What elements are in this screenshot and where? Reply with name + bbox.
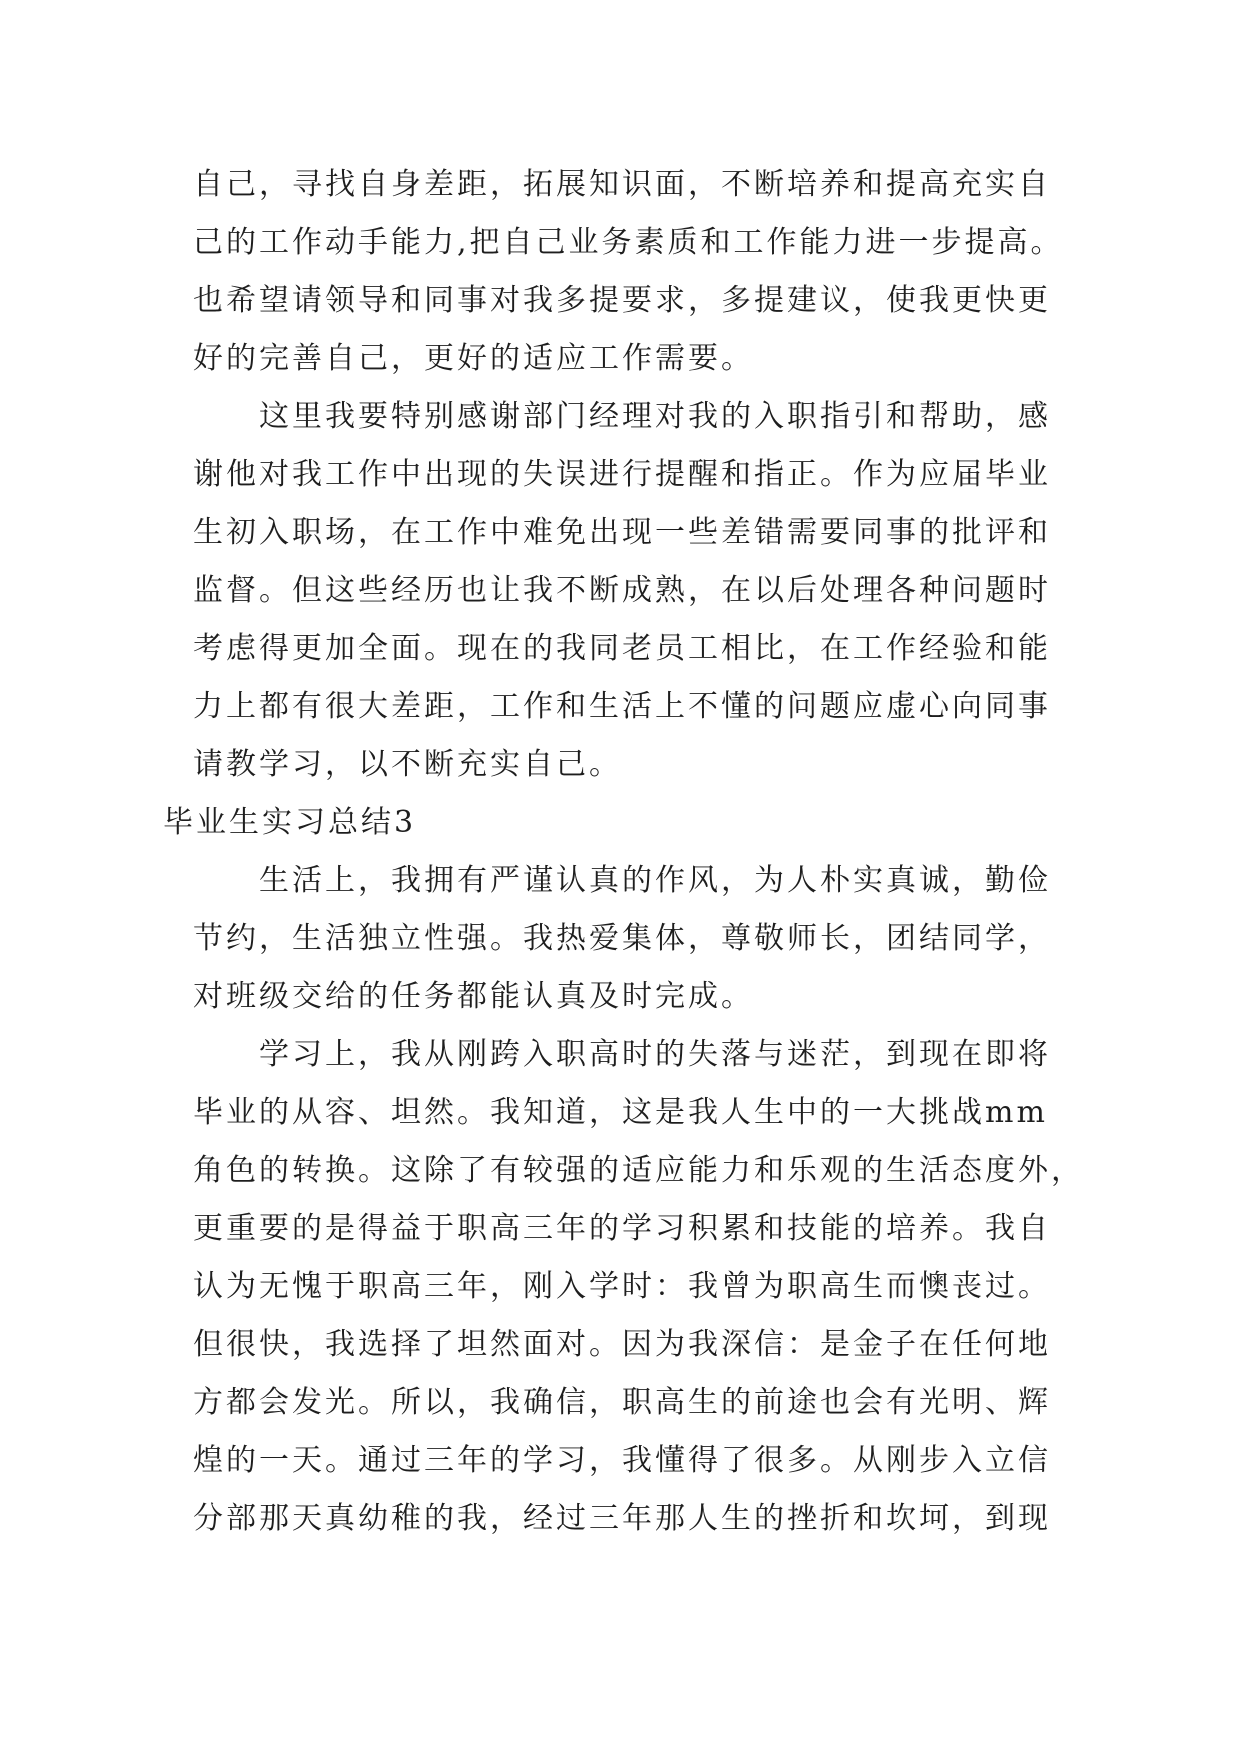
text-line: 角色的转换。这除了有较强的适应能力和乐观的生活态度外， [193, 1153, 1084, 1188]
text-line: 这里我要特别感谢部门经理对我的入职指引和帮助，感 [259, 399, 1051, 434]
text-line: 更重要的是得益于职高三年的学习积累和技能的培养。我自 [193, 1211, 1051, 1246]
text-line: 毕业的从容、坦然。我知道，这是我人生中的一大挑战mm [193, 1095, 1048, 1130]
text-line: 煌的一天。通过三年的学习，我懂得了很多。从刚步入立信 [193, 1443, 1051, 1478]
text-line: 考虑得更加全面。现在的我同老员工相比，在工作经验和能 [193, 631, 1051, 666]
section-heading: 毕业生实习总结3 [163, 805, 417, 840]
paragraph [193, 388, 1193, 794]
text-line: 请教学习，以不断充实自己。 [193, 747, 622, 782]
text-line: 力上都有很大差距，工作和生活上不懂的问题应虚心向同事 [193, 689, 1051, 724]
paragraph [193, 1026, 1193, 1548]
text-line: 自己，寻找自身差距，拓展知识面，不断培养和提高充实自 [193, 167, 1051, 202]
text-line: 也希望请领导和同事对我多提要求，多提建议，使我更快更 [193, 283, 1051, 318]
text-line: 学习上，我从刚跨入职高时的失落与迷茫，到现在即将 [259, 1037, 1051, 1072]
paragraph [193, 156, 1193, 388]
text-line: 好的完善自己，更好的适应工作需要。 [193, 341, 754, 376]
text-line: 但很快，我选择了坦然面对。因为我深信：是金子在任何地 [193, 1327, 1051, 1362]
text-line: 认为无愧于职高三年，刚入学时：我曾为职高生而懊丧过。 [193, 1269, 1051, 1304]
paragraph [193, 852, 1193, 1026]
text-line: 生活上，我拥有严谨认真的作风，为人朴实真诚，勤俭 [259, 863, 1051, 898]
text-line: 生初入职场，在工作中难免出现一些差错需要同事的批评和 [193, 515, 1051, 550]
text-line: 分部那天真幼稚的我，经过三年那人生的挫折和坎坷，到现 [193, 1501, 1051, 1536]
text-line: 监督。但这些经历也让我不断成熟，在以后处理各种问题时 [193, 573, 1051, 608]
text-line: 对班级交给的任务都能认真及时完成。 [193, 979, 754, 1014]
text-line: 节约，生活独立性强。我热爱集体，尊敬师长，团结同学， [193, 921, 1051, 956]
text-line: 方都会发光。所以，我确信，职高生的前途也会有光明、辉 [193, 1385, 1051, 1420]
document-body [163, 156, 1193, 1548]
text-line: 谢他对我工作中出现的失误进行提醒和指正。作为应届毕业 [193, 457, 1051, 492]
text-line: 己的工作动手能力,把自己业务素质和工作能力进一步提高。 [193, 225, 1064, 260]
